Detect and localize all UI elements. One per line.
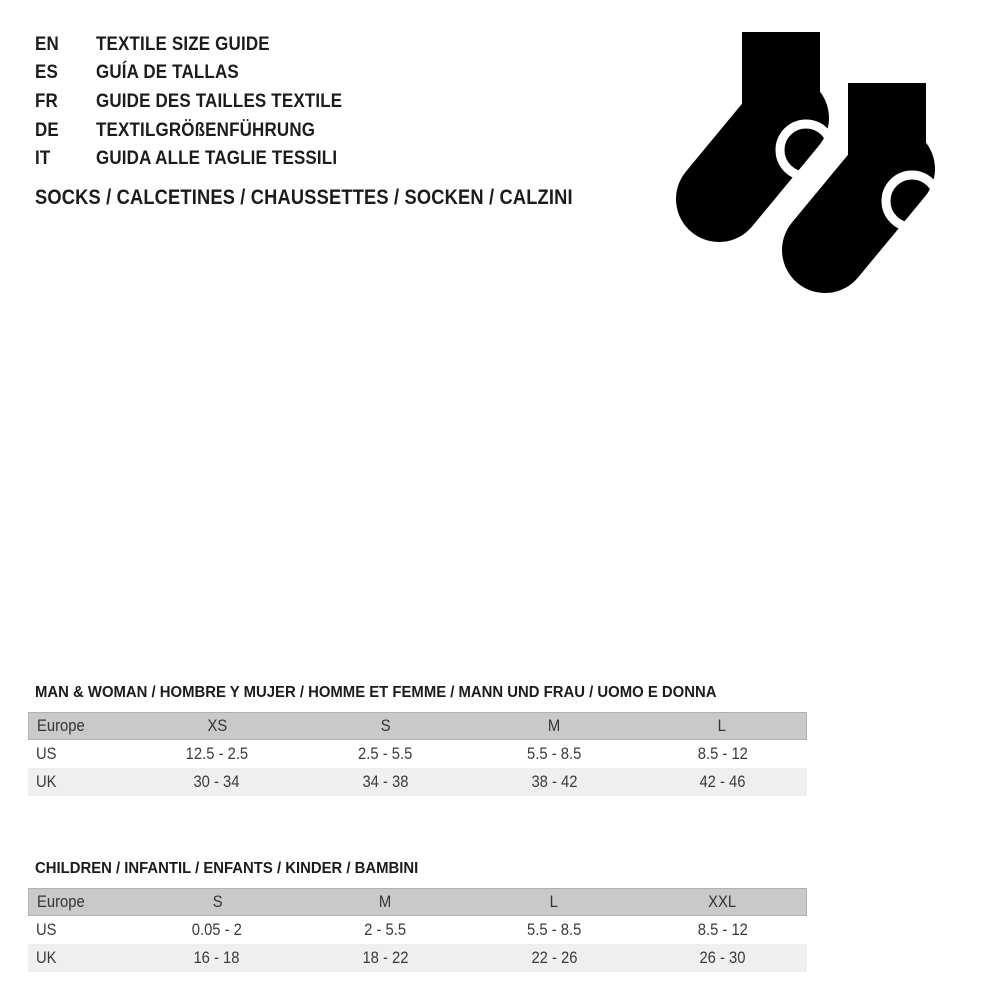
- row-label: US: [36, 744, 57, 763]
- table-row-uk: [28, 768, 807, 796]
- column-header-size: L: [717, 716, 726, 735]
- size-value: 0.05 - 2: [191, 920, 242, 939]
- size-value: 8.5 - 12: [697, 744, 748, 763]
- language-label: GUIDA ALLE TAGLIE TESSILI: [96, 147, 338, 170]
- table-row-us: [28, 916, 807, 944]
- language-label: GUÍA DE TALLAS: [96, 61, 239, 84]
- language-code: EN: [35, 32, 59, 55]
- language-code: ES: [35, 61, 58, 84]
- size-table-children: [28, 860, 807, 972]
- size-value: 30 - 34: [193, 772, 240, 791]
- size-value: 22 - 26: [530, 948, 577, 967]
- language-row-es: [35, 59, 379, 88]
- size-value: 5.5 - 8.5: [526, 920, 582, 939]
- table-title: MAN & WOMAN / HOMBRE Y MUJER / HOMME ET FEMME / MANN UND FRAU / UOMO E DONNA: [35, 684, 717, 701]
- size-value: 18 - 22: [362, 948, 409, 967]
- table-header-row: [28, 888, 807, 916]
- column-header-size: S: [212, 892, 223, 911]
- size-value: 12.5 - 2.5: [185, 744, 248, 763]
- size-value: 26 - 30: [699, 948, 746, 967]
- language-code: DE: [35, 118, 59, 141]
- language-label: TEXTILE SIZE GUIDE: [96, 32, 270, 55]
- column-header-size: S: [380, 716, 391, 735]
- row-label: US: [36, 920, 57, 939]
- language-row-fr: [35, 87, 379, 116]
- table-title: CHILDREN / INFANTIL / ENFANTS / KINDER / BAMBINI: [35, 860, 419, 877]
- column-header-region: Europe: [37, 716, 85, 735]
- column-header-size: XS: [207, 716, 228, 735]
- socks-pair-icon: [650, 15, 950, 310]
- column-header-size: L: [549, 892, 558, 911]
- language-code: FR: [35, 89, 58, 112]
- size-table-man-woman: [28, 684, 807, 796]
- table-row-us: [28, 740, 807, 768]
- language-label: GUIDE DES TAILLES TEXTILE: [96, 89, 343, 112]
- size-value: 5.5 - 8.5: [526, 744, 582, 763]
- column-header-size: M: [547, 716, 560, 735]
- language-code: IT: [35, 147, 51, 170]
- row-label: UK: [36, 772, 57, 791]
- size-value: 16 - 18: [193, 948, 240, 967]
- table-header-row: [28, 712, 807, 740]
- language-label: TEXTILGRÖßENFÜHRUNG: [96, 118, 316, 141]
- category-line: SOCKS / CALCETINES / CHAUSSETTES / SOCKEN / CALZINI: [35, 186, 573, 209]
- table-row-uk: [28, 944, 807, 972]
- language-row-en: [35, 30, 379, 59]
- column-header-size: M: [379, 892, 392, 911]
- language-row-de: [35, 116, 379, 145]
- size-value: 38 - 42: [530, 772, 577, 791]
- column-header-region: Europe: [37, 892, 85, 911]
- size-value: 34 - 38: [362, 772, 409, 791]
- row-label: UK: [36, 948, 57, 967]
- column-header-size: XXL: [707, 892, 736, 911]
- language-legend: [35, 30, 379, 173]
- language-row-it: [35, 144, 379, 173]
- size-value: 42 - 46: [699, 772, 746, 791]
- size-value: 8.5 - 12: [697, 920, 748, 939]
- size-value: 2 - 5.5: [364, 920, 407, 939]
- size-value: 2.5 - 5.5: [358, 744, 413, 763]
